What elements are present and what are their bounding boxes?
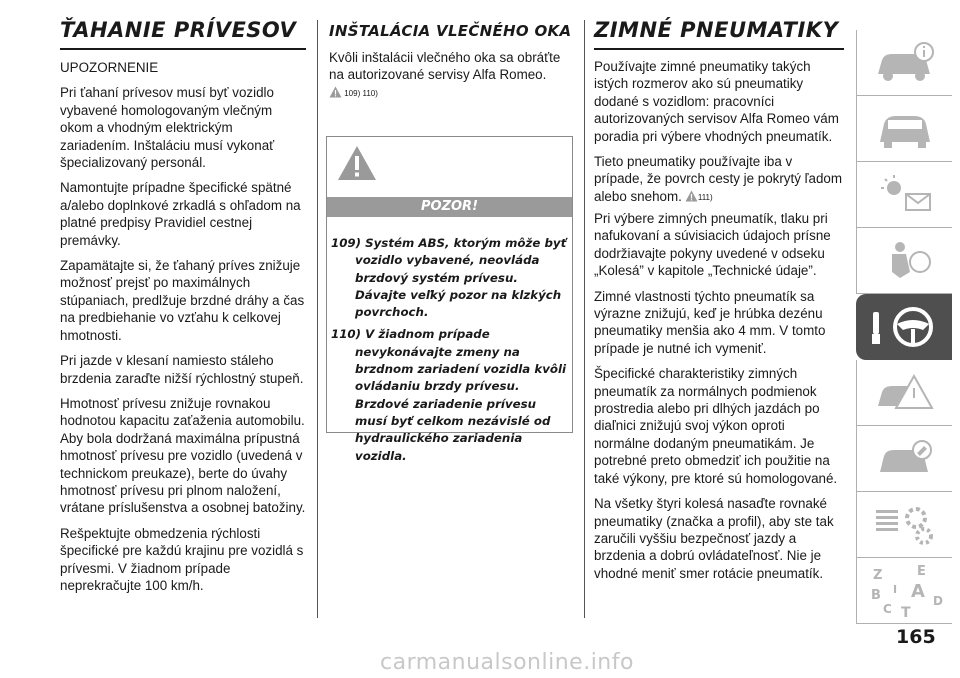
paragraph: Pri jazde v klesaní namiesto stáleho brzdenia zaraďte nižší rýchlostný stupeň. [60,353,304,386]
dashboard-lights-icon[interactable] [856,162,952,228]
section-title-winter-tyres: ZIMNÉ PNEUMATIKY [594,18,844,50]
column-tow-hook [329,0,575,102]
index-letter: Z [872,567,882,583]
watermark: carmanualsonline.info [380,650,634,675]
paragraph: Na všetky štyri kolesá nasaďte rovnaké pneumatiky (značka a profil), aby ste tak zaručili vyššiu bezpečnosť jazdy a brzdenia a dobrú ovládateľnosť. Nie je vhodné meniť smer rotácie pneumatík. [594,496,834,581]
key-steering-wheel-icon[interactable] [856,294,952,360]
index-letter: A [910,580,925,602]
gears-data-icon[interactable] [856,492,952,558]
paragraph: Rešpektujte obmedzenia rýchlosti špecifické pre každú krajinu pre vozidlá s prívesmi. V žiadnom prípade neprekračujte 100 km/h. [60,525,304,593]
column-divider [317,20,318,618]
safety-airbag-icon[interactable] [856,228,952,294]
paragraph [594,153,844,206]
paragraph-text: Tieto pneumatiky používajte iba v prípade, že povrch cesty je pokrytý ľadom alebo snehom. [594,154,843,204]
paragraph: Používajte zimné pneumatiky takých istých rozmerov ako sú pneumatiky dodané s vozidlom: pracovníci autorizovaných servisov Alfa Romeo vám poradia pri výbere vhodných pneumatík. [594,59,839,144]
alphabet-index-icon[interactable] [856,558,952,624]
paragraph: Zimné vlastnosti týchto pneumatík sa výrazne znižujú, keď je hrúbka dezénu pneumatiky menšia ako 4 mm. V tomto prípade je nutné ich vymeniť. [594,288,826,356]
column-winter-tyres [594,0,844,582]
index-letter: E [916,563,926,579]
car-info-icon[interactable] [856,30,952,96]
chapter-tabs [856,30,956,624]
index-letter: C [882,601,892,616]
index-letter: T [900,604,911,619]
paragraph: Pri ťahaní prívesov musí byť vozidlo vybavené homologovaným vlečným okom a vhodným elektrickým zariadením. Inštaláciu musí vykonať špecializovaný personál. [60,85,275,171]
page-number: 165 [896,626,936,648]
column-towing [60,0,306,594]
car-wrench-icon[interactable] [856,426,952,492]
warning-label: POZOR! [327,197,572,217]
warning-triangle-icon [329,86,342,102]
warning-triangle-icon [337,145,377,186]
section-title-tow-hook: INŠTALÁCIA VLEČNÉHO OKA [329,22,572,40]
reference-line [329,86,575,102]
index-letter: I [892,582,897,596]
paragraph: Namontujte prípadne špecifické spätné a/alebo doplnkové zrkadlá s ohľadom na platné predpisy Pravidiel cestnej premávky. [60,180,301,248]
warning-triangle-car-icon[interactable] [856,360,952,426]
index-letter: B [870,587,881,603]
index-letter: D [932,593,943,608]
note-label: UPOZORNENIE [60,60,159,75]
warning-item: 110) V žiadnom prípade nevykonávajte zmeny na brzdnom zariadení vozidla kvôli ovládaniu brzdy prívesu. Brzdové zariadenie prívesu musí byť celkom nezávislé od hydraulického zariadenia vozidla. [331,327,567,463]
reference-numbers: 111) [697,192,713,202]
paragraph: Hmotnosť prívesu znižuje rovnakou hodnotou kapacitu zaťaženia automobilu. Aby bola dodržaná maximálna prípustná hmotnosť prívesu pre vozidlo (uvedená v technickom preukaze), berte do úvahy hmotnosť prívesu pri plnom naložení, vrátane príslušenstva a osobnej batožiny. [60,395,306,516]
warning-box [326,136,573,463]
warning-item: 109) Systém ABS, ktorým môže byť vozidlo vybavené, neovláda brzdový systém prívesu. Dávajte veľký pozor na klzkých povrchoch. [331,236,567,320]
paragraph: Pri výbere zimných pneumatík, tlaku pri nafukovaní a súvisiacich údajoch prísne dodržiavajte pokyny uvedené v odseku „Kolesá” v kapitole „Technické údaje”. [594,211,831,279]
section-title-towing: ŤAHANIE PRÍVESOV [60,18,306,50]
warning-triangle-icon [685,189,698,206]
paragraph: Zapamätajte si, že ťahaný príves znižuje možnosť prejsť po maximálnych stúpaniach, predlžuje brzdné dráhy a čas na predbiehanie vo vzťahu k celkovej hmotnosti. [60,258,305,343]
paragraph: Kvôli inštalácii vlečného oka sa obráťte na autorizované servisy Alfa Romeo. [329,50,561,83]
car-front-icon[interactable] [856,96,952,162]
column-divider [584,20,585,618]
paragraph: Špecifické charakteristiky zimných pneumatík za normálnych podmienok prostredia alebo pri dlhých jazdách po diaľnici znižujú svoj výkon oproti normálne dodaným pneumatikám. Je potrebné preto obmedziť ich použitie na také výkony, pre ktoré sú homologované. [594,366,838,486]
reference-numbers: 109) 110) [344,88,378,98]
